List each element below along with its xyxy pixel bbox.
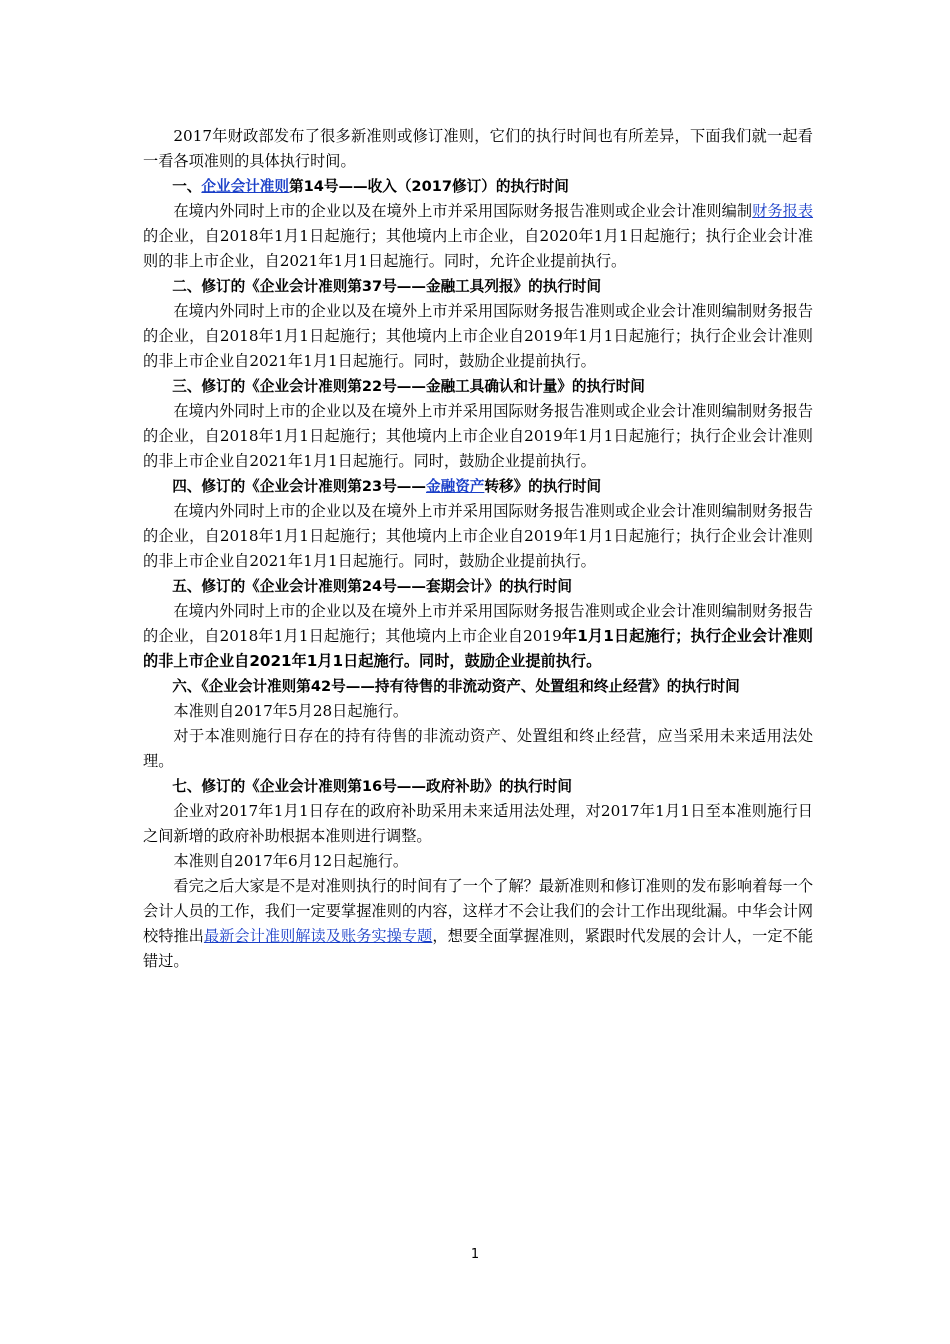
- section-1-body-suffix: 的企业，自2018年1月1日起施行；其他境内上市企业，自2020年1月1日起施行；执行企业会计准则的非上市企业，自2021年1月1日起施行。同时，允许企业提前执行。: [143, 227, 813, 270]
- page-number: 1: [470, 1247, 480, 1262]
- section-4-body: 在境内外同时上市的企业以及在境外上市并采用国际财务报告准则或企业会计准则编制财务报告的企业，自2018年1月1日起施行；其他境内上市企业自2019年1月1日起施行；执行企业会计准则的非上市企业自2021年1月1日起施行。同时，鼓励企业提前执行。: [143, 502, 813, 570]
- section-5-body: [143, 599, 813, 674]
- section-2-body: 在境内外同时上市的企业以及在境外上市并采用国际财务报告准则或企业会计准则编制财务报告的企业，自2018年1月1日起施行；其他境内上市企业自2019年1月1日起施行；执行企业会计准则的非上市企业自2021年1月1日起施行。同时，鼓励企业提前执行。: [143, 302, 813, 370]
- section-1-heading-suffix: 第14号——收入（2017修订）的执行时间: [288, 178, 569, 195]
- section-4-heading-suffix: 转移》的执行时间: [484, 478, 602, 495]
- section-1-body: [143, 199, 813, 274]
- section-1-heading: [143, 174, 813, 199]
- section-1-heading-prefix: 一、: [172, 178, 202, 195]
- section-7-body-2: 本准则自2017年6月12日起施行。: [173, 852, 409, 870]
- section-7-heading: 七、修订的《企业会计准则第16号——政府补助》的执行时间: [172, 778, 572, 795]
- section-2-heading: 二、修订的《企业会计准则第37号——金融工具列报》的执行时间: [172, 278, 602, 295]
- financial-statements-link[interactable]: 财务报表: [752, 202, 814, 220]
- section-3-body: 在境内外同时上市的企业以及在境外上市并采用国际财务报告准则或企业会计准则编制财务报告的企业，自2018年1月1日起施行；其他境内上市企业自2019年1月1日起施行；执行企业会计准则的非上市企业自2021年1月1日起施行。同时，鼓励企业提前执行。: [143, 402, 813, 470]
- special-topic-link[interactable]: 最新会计准则解读及账务实操专题: [203, 927, 433, 945]
- section-6-body-1: 本准则自2017年5月28日起施行。: [173, 702, 409, 720]
- section-7-body-1: 企业对2017年1月1日存在的政府补助采用未来适用法处理，对2017年1月1日至本准则施行日之间新增的政府补助根据本准则进行调整。: [143, 802, 813, 845]
- section-4-heading-prefix: 四、修订的《企业会计准则第23号——: [172, 478, 426, 495]
- section-5-heading: 五、修订的《企业会计准则第24号——套期会计》的执行时间: [172, 578, 572, 595]
- outro-prefix: 看完之后大家是不是对准则执行的时间有了一个了解？最新准则和修订准则的发布影响着每一个会计人员的工作，我们一定要掌握准则的内容，这样才不会让我们的会计工作出现纰漏。中华会计网校特推出: [143, 877, 813, 945]
- section-3-heading: 三、修订的《企业会计准则第22号——金融工具确认和计量》的执行时间: [172, 378, 645, 395]
- outro-paragraph: [143, 874, 813, 974]
- section-6-heading: 六、《企业会计准则第42号——持有待售的非流动资产、处置组和终止经营》的执行时间: [172, 678, 740, 695]
- section-5-body-bold: 年1月1日起施行；执行企业会计准则的非上市企业自2021年1月1日起施行。同时，鼓励企业提前执行。: [143, 627, 813, 670]
- intro-paragraph: 2017年财政部发布了很多新准则或修订准则，它们的执行时间也有所差异，下面我们就一起看一看各项准则的具体执行时间。: [143, 127, 813, 170]
- section-4-heading: [143, 474, 813, 499]
- financial-assets-link[interactable]: 金融资产: [426, 478, 485, 495]
- document-body: [143, 124, 813, 974]
- section-5-body-plain: 在境内外同时上市的企业以及在境外上市并采用国际财务报告准则或企业会计准则编制财务报告的企业，自2018年1月1日起施行；其他境内上市企业自2019: [143, 602, 813, 645]
- outro-suffix: ，想要全面掌握准则，紧跟时代发展的会计人，一定不能错过。: [143, 927, 814, 970]
- section-1-body-prefix: 在境内外同时上市的企业以及在境外上市并采用国际财务报告准则或企业会计准则编制: [173, 202, 753, 220]
- accounting-standards-link[interactable]: 企业会计准则: [201, 178, 289, 195]
- section-6-body-2: 对于本准则施行日存在的持有待售的非流动资产、处置组和终止经营，应当采用未来适用法处理。: [143, 727, 813, 770]
